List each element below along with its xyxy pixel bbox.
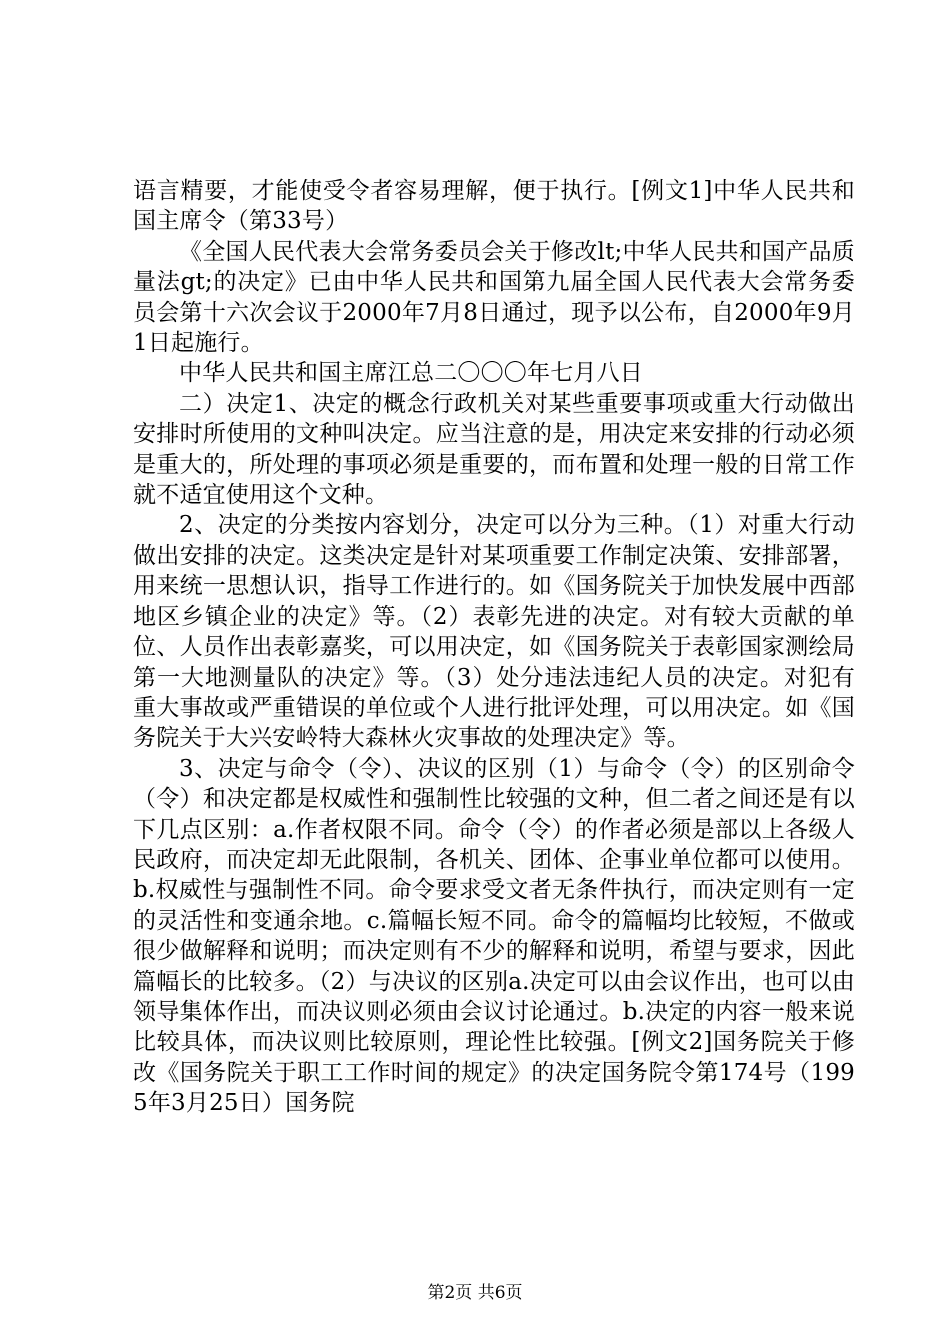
paragraph-decision-concept: 二）决定1、决定的概念行政机关对某些重要事项或重大行动做出安排时所使用的文种叫决定。应当注意的是，用决定来安排的行动必须是重大的，所处理的事项必须是重要的，而布置和处理一般的日常工作就不适宜使用这个文种。 xyxy=(133,390,855,509)
page-footer: 第2页 共6页 xyxy=(427,1283,523,1303)
paragraph-decision-types: 2、决定的分类按内容划分，决定可以分为三种。（1）对重大行动做出安排的决定。这类决定是针对某项重要工作制定决策、安排部署，用来统一思想认识，指导工作进行的。如《国务院关于加快发展中西部地区乡镇企业的决定》等。（2）表彰先进的决定。对有较大贡献的单位、人员作出表彰嘉奖，可以用决定，如《国务院关于表彰国家测绘局第一大地测量队的决定》等。（3）处分违法违纪人员的决定。对犯有重大事故或严重错误的单位或个人进行批评处理，可以用决定。如《国务院关于大兴安岭特大森林火灾事故的处理决定》等。 xyxy=(133,512,855,752)
paragraph-decree-text: 《全国人民代表大会常务委员会关于修改lt;中华人民共和国产品质量法gt;的决定》已由中华人民共和国第九届全国人民代表大会常务委员会第十六次会议于2000年7月8日通过，现予以公布，自2000年9月1日起施行。 xyxy=(133,238,855,357)
paragraph-intro: 语言精要，才能使受令者容易理解，便于执行。[例文1]中华人民共和国主席令（第33号） xyxy=(133,178,855,235)
paragraph-signature-date: 中华人民共和国主席江总二〇〇〇年七月八日 xyxy=(179,360,643,387)
document-body xyxy=(133,176,855,1119)
paragraph-decision-differences: 3、决定与命令（令）、决议的区别（1）与命令（令）的区别命令（令）和决定都是权威性和强制性比较强的文种，但二者之间还是有以下几点区别：a.作者权限不同。命令（令）的作者必须是部以上各级人民政府，而决定却无此限制，各机关、团体、企事业单位都可以使用。b.权威性与强制性不同。命令要求受文者无条件执行，而决定则有一定的灵活性和变通余地。c.篇幅长短不同。命令的篇幅均比较短，不做或很少做解释和说明；而决定则有不少的解释和说明，希望与要求，因此篇幅长的比较多。（2）与决议的区别a.决定可以由会议作出，也可以由领导集体作出，而决议则必须由会议讨论通过。b.决定的内容一般来说比较具体，而决议则比较原则，理论性比较强。[例文2]国务院关于修改《国务院关于职工工作时间的规定》的决定国务院令第174号（1995年3月25日）国务院 xyxy=(133,755,855,1117)
